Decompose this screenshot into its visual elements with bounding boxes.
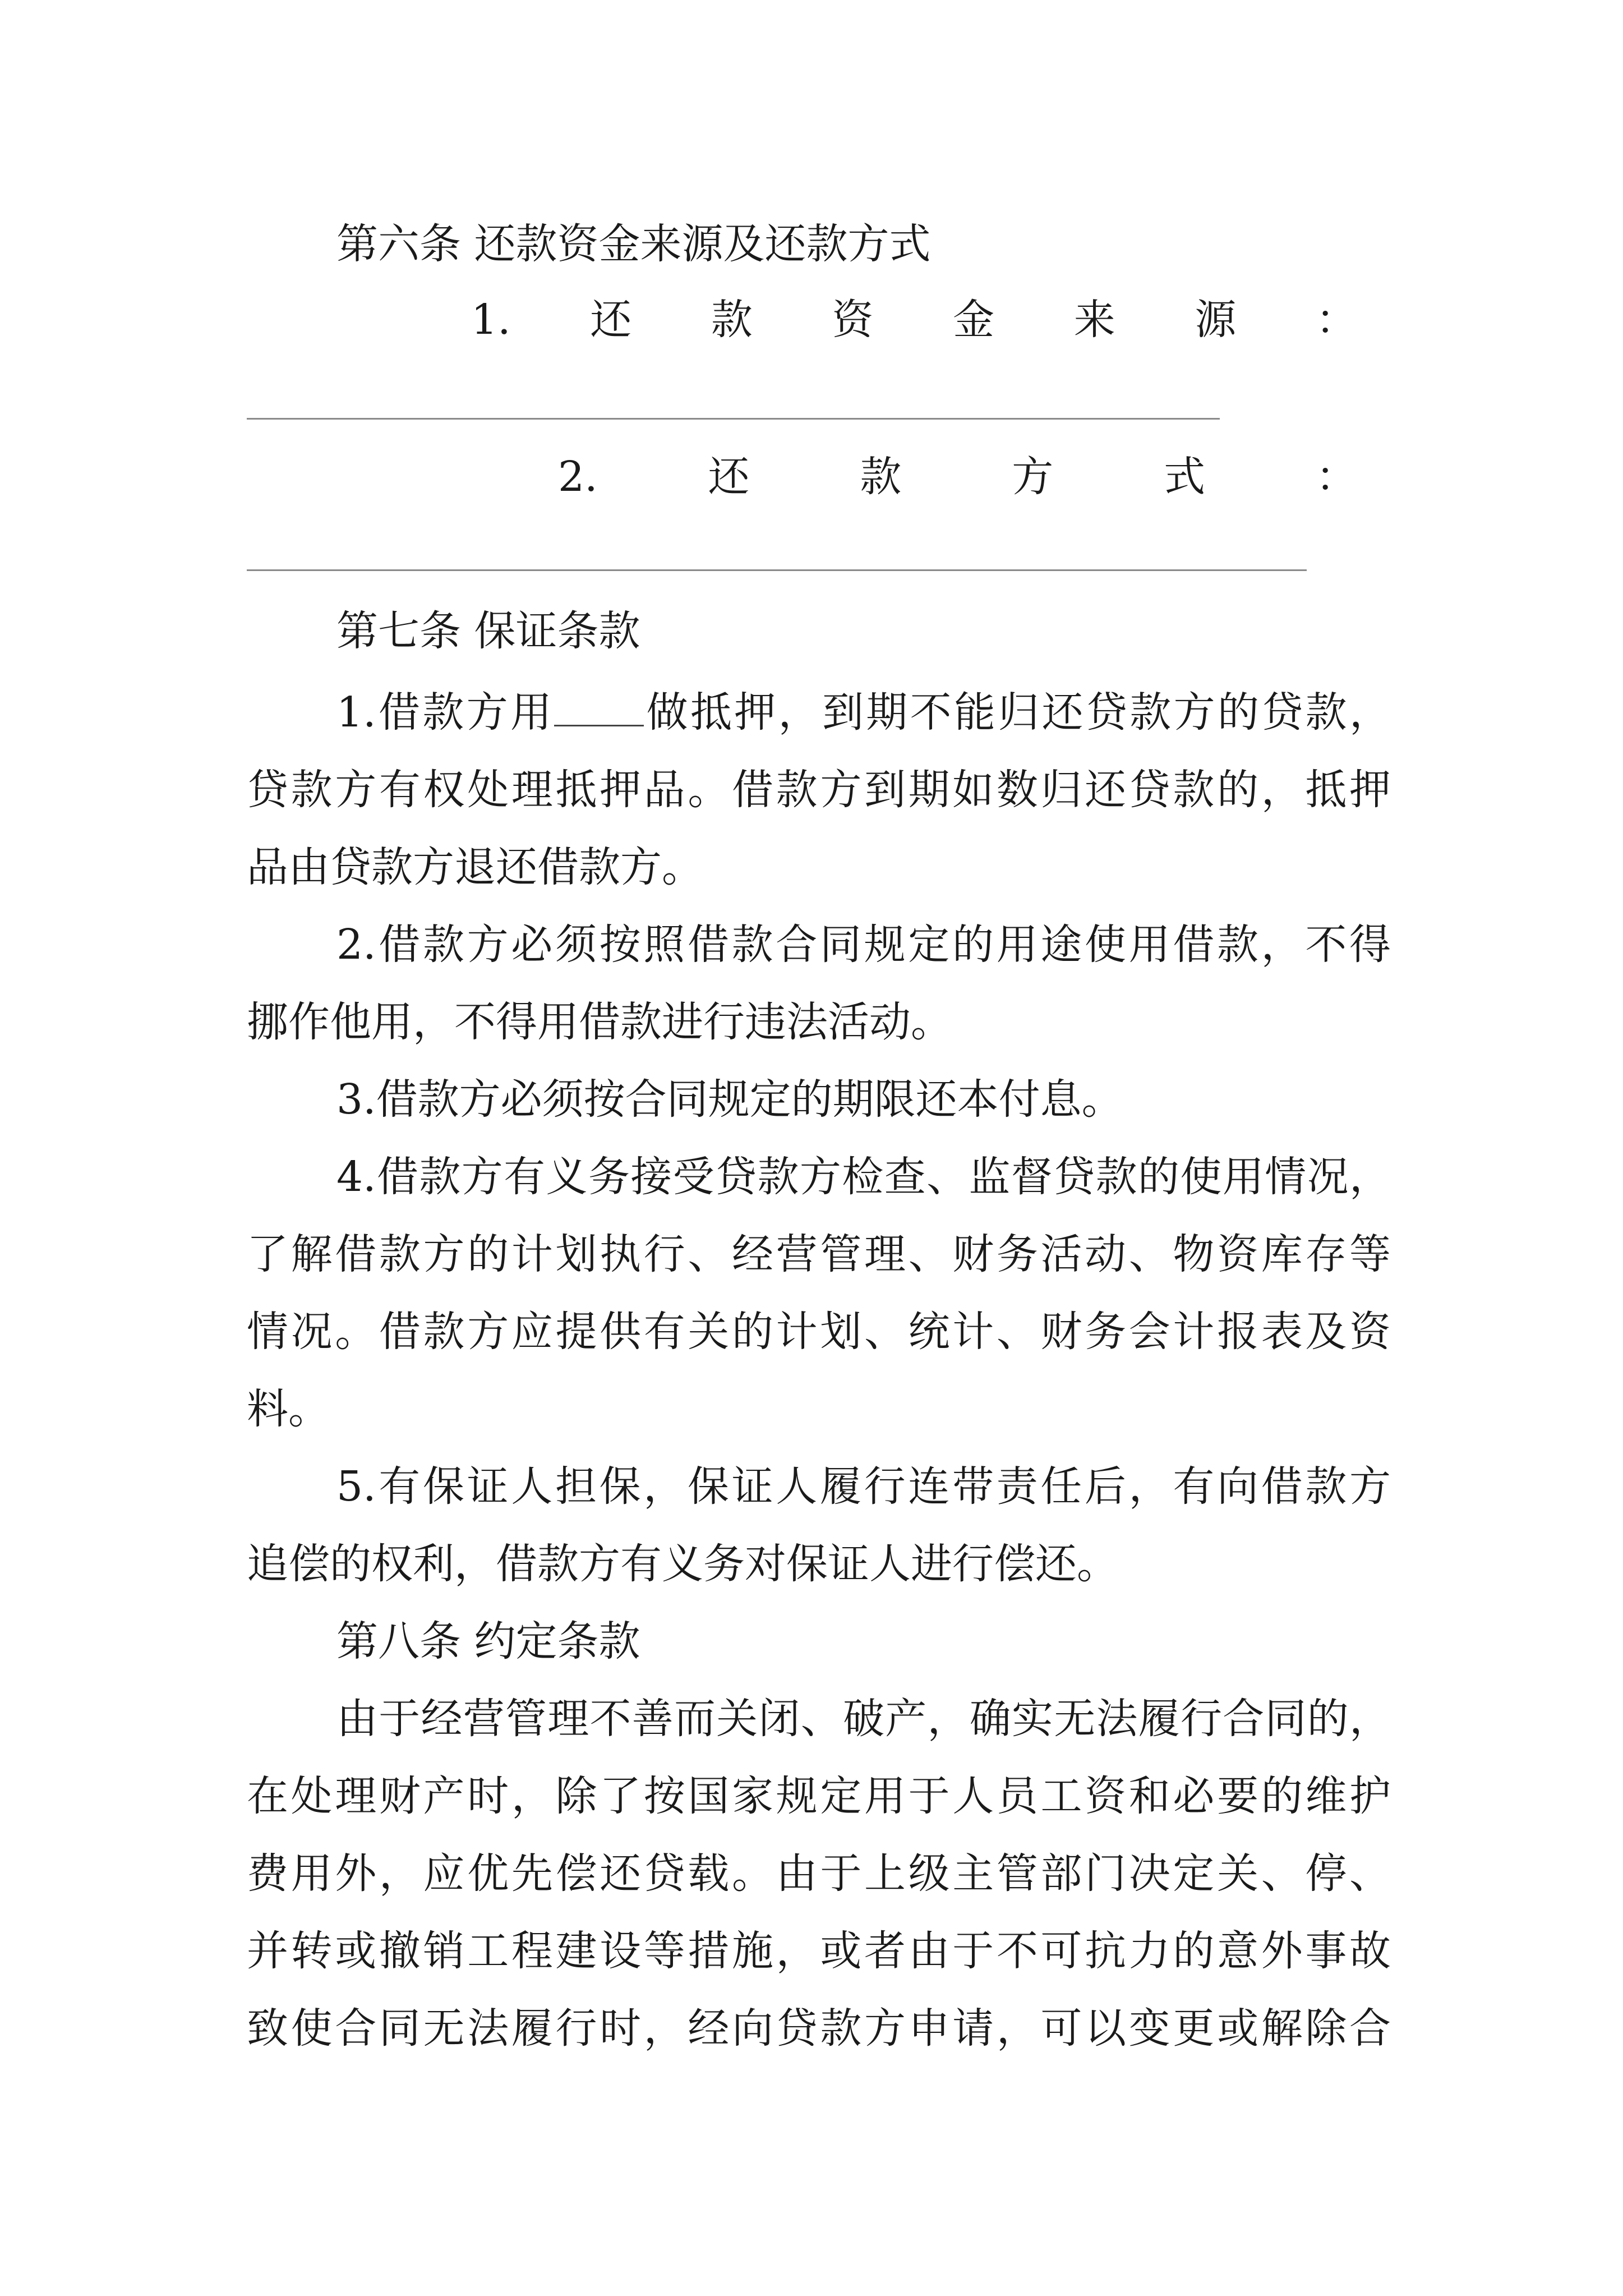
article-7-heading: 第七条 保证条款 (336, 607, 640, 655)
item-1-char: ： (1315, 296, 1357, 344)
article-8-paragraph-line: 在处理财产时，除了按国家规定用于人员工资和必要的维护 (247, 1772, 1391, 1820)
article-7-clause-2-line: 挪作他用，不得用借款进行违法活动。 (247, 998, 952, 1046)
article-6-heading: 第六条 还款资金来源及还款方式 (336, 220, 931, 268)
item-1-char: 款 (711, 296, 753, 344)
article-7-clause-1-line: 品由贷款方退还借款方。 (247, 843, 703, 891)
article-7-clause-2-line: 2.借款方必须按照借款合同规定的用途使用借款，不得 (336, 921, 1391, 969)
article-8-paragraph-line: 致使合同无法履行时，经向贷款方申请，可以变更或解除合 (247, 2004, 1391, 2053)
blank-field (554, 688, 644, 726)
clause-text: 做抵押，到期不能归还贷款方的贷款， (644, 688, 1391, 737)
item-1-char: 源 (1195, 296, 1237, 344)
item-2-char: 款 (860, 453, 902, 501)
article-8-heading: 第八条 约定条款 (336, 1617, 640, 1665)
fill-in-line-repayment-method (247, 569, 1307, 571)
item-2-number: 2. (558, 453, 598, 501)
article-7-clause-4-line: 4.借款方有义务接受贷款方检查、监督贷款的使用情况， (336, 1153, 1391, 1201)
article-7-clause-4-line: 料。 (247, 1385, 330, 1433)
item-2-char: 方 (1012, 453, 1054, 501)
article-7-clause-5-line: 5.有保证人担保，保证人履行连带责任后，有向借款方 (336, 1462, 1391, 1511)
item-2-char: 还 (708, 453, 750, 501)
article-8-paragraph-line: 并转或撤销工程建设等措施，或者由于不可抗力的意外事故 (247, 1927, 1391, 1975)
article-6-item-2 (558, 449, 1357, 505)
clause-text: 1.借款方用 (336, 688, 555, 737)
item-1-char: 还 (590, 296, 632, 344)
article-7-clause-3-line: 3.借款方必须按合同规定的期限还本付息。 (336, 1075, 1123, 1124)
article-6-item-1 (471, 292, 1357, 348)
item-1-char: 资 (832, 296, 874, 344)
article-7-clause-4-line: 情况。借款方应提供有关的计划、统计、财务会计报表及资 (247, 1308, 1391, 1356)
article-8-paragraph-line: 费用外，应优先偿还贷载。由于上级主管部门决定关、停、 (247, 1849, 1391, 1898)
item-2-char: ： (1315, 453, 1357, 501)
fill-in-line-repayment-source (247, 418, 1220, 420)
article-7-clause-5-line: 追偿的权利，借款方有义务对保证人进行偿还。 (247, 1540, 1118, 1588)
item-1-char: 来 (1073, 296, 1115, 344)
item-1-number: 1. (471, 296, 511, 344)
article-7-clause-4-line: 了解借款方的计划执行、经营管理、财务活动、物资库存等 (247, 1230, 1391, 1278)
item-1-char: 金 (953, 296, 995, 344)
article-7-clause-1-line: 贷款方有权处理抵押品。借款方到期如数归还贷款的，抵押 (247, 766, 1391, 814)
article-8-paragraph-line: 由于经营管理不善而关闭、破产，确实无法履行合同的， (336, 1695, 1391, 1743)
article-7-clause-1-line (336, 684, 1391, 740)
item-2-char: 式 (1164, 453, 1206, 501)
